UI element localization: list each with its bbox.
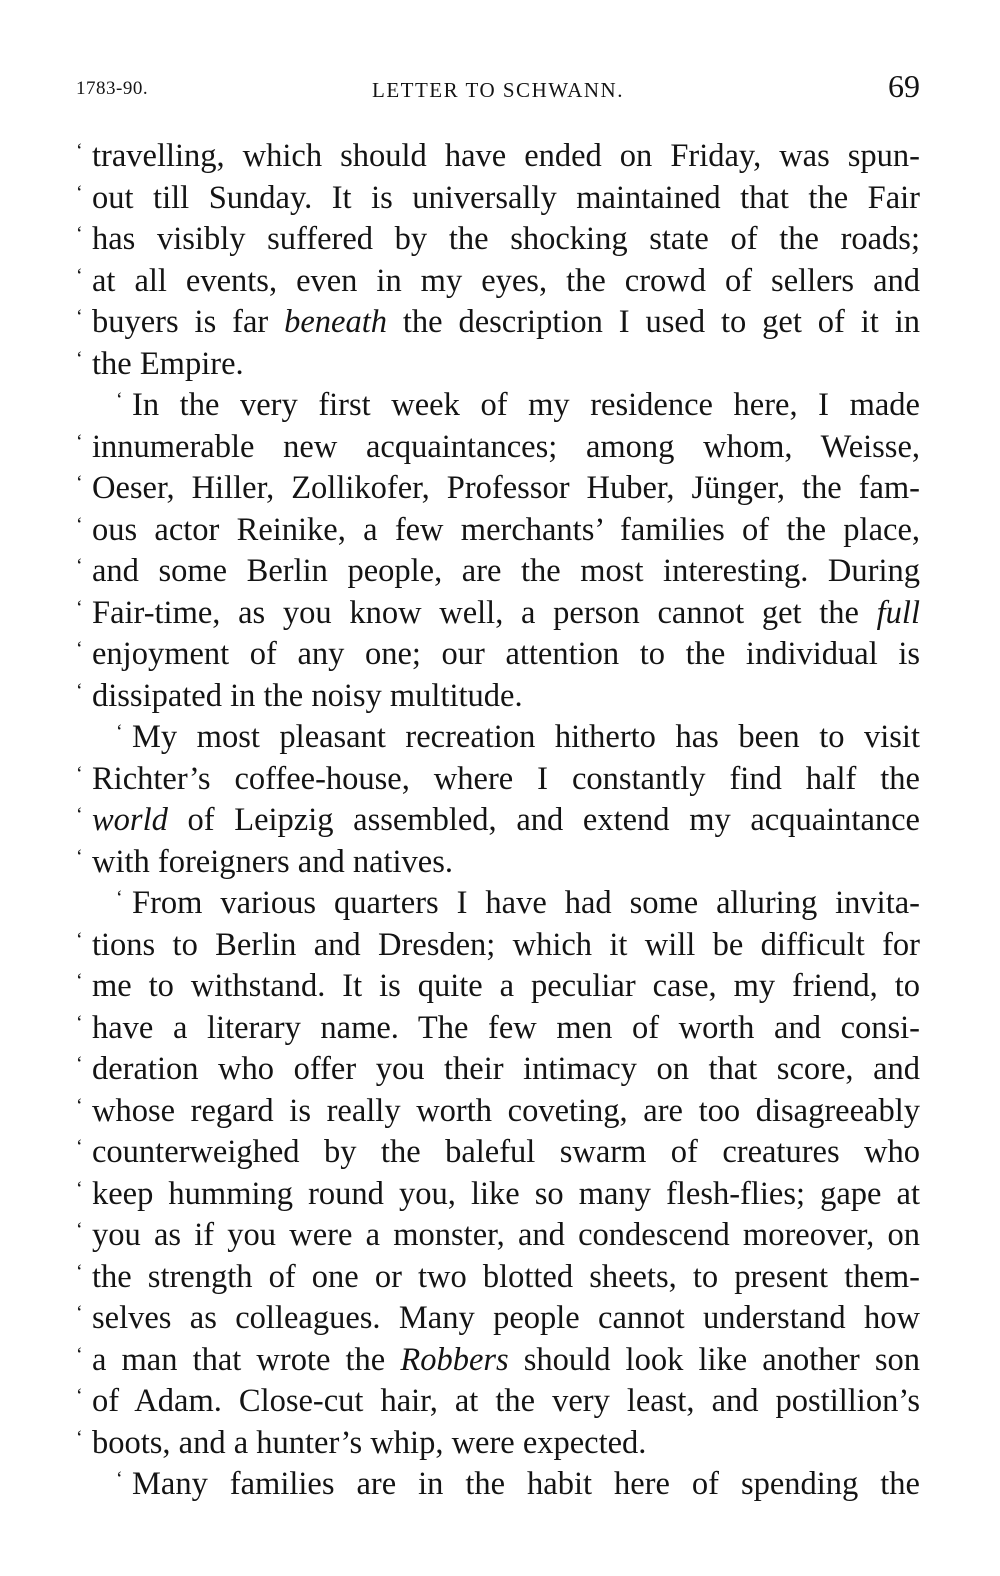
quote-mark: ‘ — [76, 223, 83, 245]
text-line — [76, 178, 920, 220]
quote-mark: ‘ — [76, 513, 83, 536]
line-text: has visibly suffered by the shocking state of the roads; — [92, 221, 920, 257]
line-text: buyers is far — [92, 304, 285, 340]
text-line — [76, 1423, 920, 1465]
text-line — [76, 883, 920, 925]
text-line — [76, 1257, 920, 1299]
text-line — [76, 1091, 920, 1133]
text-line — [76, 1464, 920, 1506]
text-line — [76, 1049, 920, 1091]
text-line — [76, 842, 920, 884]
quote-mark: ‘ — [116, 887, 123, 909]
line-text: keep humming round you, like so many flesh-flies; gape at — [92, 1175, 920, 1212]
line-text: ous actor Reinike, a few merchants’ families of the place, — [92, 511, 920, 548]
line-text: a man that wrote the — [92, 1341, 401, 1378]
line-text: innumerable new acquaintances; among whom, Weisse, — [92, 428, 920, 465]
line-text: the description I used to get of it in — [386, 304, 920, 340]
text-line — [76, 1381, 920, 1423]
header-title: LETTER TO SCHWANN. — [372, 78, 624, 102]
line-text: at all events, even in my eyes, the crowd of sellers and — [92, 262, 920, 299]
quote-mark: ‘ — [76, 430, 83, 453]
text-line — [76, 468, 920, 510]
text-line — [76, 759, 920, 801]
quote-mark: ‘ — [76, 181, 83, 204]
italic-text: Robbers — [400, 1341, 509, 1378]
line-text: whose regard is really worth coveting, are too disagreeably — [92, 1092, 920, 1129]
text-line — [76, 385, 920, 427]
line-text: me to withstand. It is quite a peculiar case, my friend, to — [92, 968, 920, 1004]
text-line — [76, 800, 920, 842]
text-line — [76, 1174, 920, 1216]
line-text: counterweighed by the baleful swarm of creatures who — [92, 1134, 920, 1170]
quote-mark: ‘ — [76, 140, 83, 162]
quote-mark: ‘ — [76, 804, 83, 826]
header-years: 1783-90. — [76, 78, 149, 99]
line-text: tions to Berlin and Dresden; which it will be difficult for — [92, 926, 920, 963]
quote-mark: ‘ — [76, 1177, 83, 1200]
page-number: 69 — [888, 68, 920, 104]
line-text: selves as colleagues. Many people cannot understand how — [92, 1300, 920, 1336]
text-line — [76, 551, 920, 593]
text-line — [76, 717, 920, 759]
text-line — [76, 676, 920, 718]
text-line — [76, 344, 920, 386]
quote-mark: ‘ — [76, 596, 83, 619]
text-line — [76, 510, 920, 552]
line-text: of Leipzig assembled, and extend my acquaintance — [167, 802, 920, 838]
line-text: In the very first week of my residence here, I made — [132, 387, 920, 423]
text-line — [76, 1008, 920, 1050]
text-line — [76, 1340, 920, 1382]
line-text: have a literary name. The few men of worth and consi- — [92, 1009, 920, 1046]
text-line — [76, 261, 920, 303]
line-text: deration who offer you their intimacy on that score, and — [92, 1051, 920, 1087]
quote-mark: ‘ — [76, 264, 83, 287]
text-line — [76, 1298, 920, 1340]
quote-mark: ‘ — [76, 472, 83, 494]
text-line — [76, 593, 920, 635]
line-text: boots, and a hunter’s whip, were expected. — [92, 1424, 647, 1461]
quote-mark: ‘ — [76, 1094, 83, 1117]
line-text: Fair-time, as you know well, a person cannot get the — [92, 594, 877, 631]
quote-mark: ‘ — [76, 555, 83, 577]
quote-mark: ‘ — [76, 1053, 83, 1075]
quote-mark: ‘ — [116, 1468, 123, 1490]
quote-mark: ‘ — [76, 970, 83, 992]
text-line — [76, 219, 920, 261]
text-line — [76, 427, 920, 469]
italic-text: full — [876, 594, 920, 631]
quote-mark: ‘ — [76, 1302, 83, 1324]
line-text: dissipated in the noisy multitude. — [92, 677, 523, 714]
quote-mark: ‘ — [76, 1219, 83, 1241]
quote-mark: ‘ — [116, 389, 123, 411]
line-text: and some Berlin people, are the most interesting. During — [92, 553, 920, 589]
line-text: with foreigners and natives. — [92, 843, 454, 880]
line-text: of Adam. Close-cut hair, at the very least, and postillion’s — [92, 1383, 920, 1419]
text-line — [76, 1215, 920, 1257]
quote-mark: ‘ — [76, 306, 83, 328]
italic-text: world — [92, 802, 168, 838]
line-text: you as if you were a monster, and condescend moreover, on — [92, 1217, 920, 1253]
quote-mark: ‘ — [76, 1385, 83, 1407]
line-text: travelling, which should have ended on Friday, was spun- — [92, 138, 920, 174]
quote-mark: ‘ — [76, 1426, 83, 1449]
quote-mark: ‘ — [76, 1011, 83, 1034]
quote-mark: ‘ — [76, 1136, 83, 1158]
line-text: Richter’s coffee-house, where I constantly find half the — [92, 760, 920, 797]
text-line — [76, 302, 920, 344]
line-text: out till Sunday. It is universally maintained that the Fair — [92, 179, 920, 216]
quote-mark: ‘ — [76, 347, 83, 370]
text-line — [76, 634, 920, 676]
line-text: Many families are in the habit here of spending the — [132, 1466, 920, 1502]
text-line — [76, 1132, 920, 1174]
italic-text: beneath — [284, 304, 387, 340]
text-line — [76, 966, 920, 1008]
quote-mark: ‘ — [76, 762, 83, 785]
quote-mark: ‘ — [76, 845, 83, 868]
letter-text — [76, 136, 920, 1506]
text-line — [76, 925, 920, 967]
line-text: the Empire. — [92, 345, 244, 382]
line-text: the strength of one or two blotted sheets, to present them- — [92, 1258, 920, 1295]
quote-mark: ‘ — [76, 638, 83, 660]
quote-mark: ‘ — [116, 721, 123, 743]
line-text: enjoyment of any one; our attention to the individual is — [92, 636, 920, 672]
line-text: should look like another son — [508, 1341, 920, 1378]
quote-mark: ‘ — [76, 1343, 83, 1366]
running-head — [76, 68, 920, 108]
quote-mark: ‘ — [76, 1260, 83, 1283]
quote-mark: ‘ — [76, 679, 83, 702]
line-text: From various quarters I have had some alluring invita- — [132, 885, 920, 921]
line-text: Oeser, Hiller, Zollikofer, Professor Huber, Jünger, the fam- — [92, 470, 920, 506]
line-text: My most pleasant recreation hitherto has been to visit — [132, 719, 920, 755]
quote-mark: ‘ — [76, 928, 83, 951]
text-line — [76, 136, 920, 178]
